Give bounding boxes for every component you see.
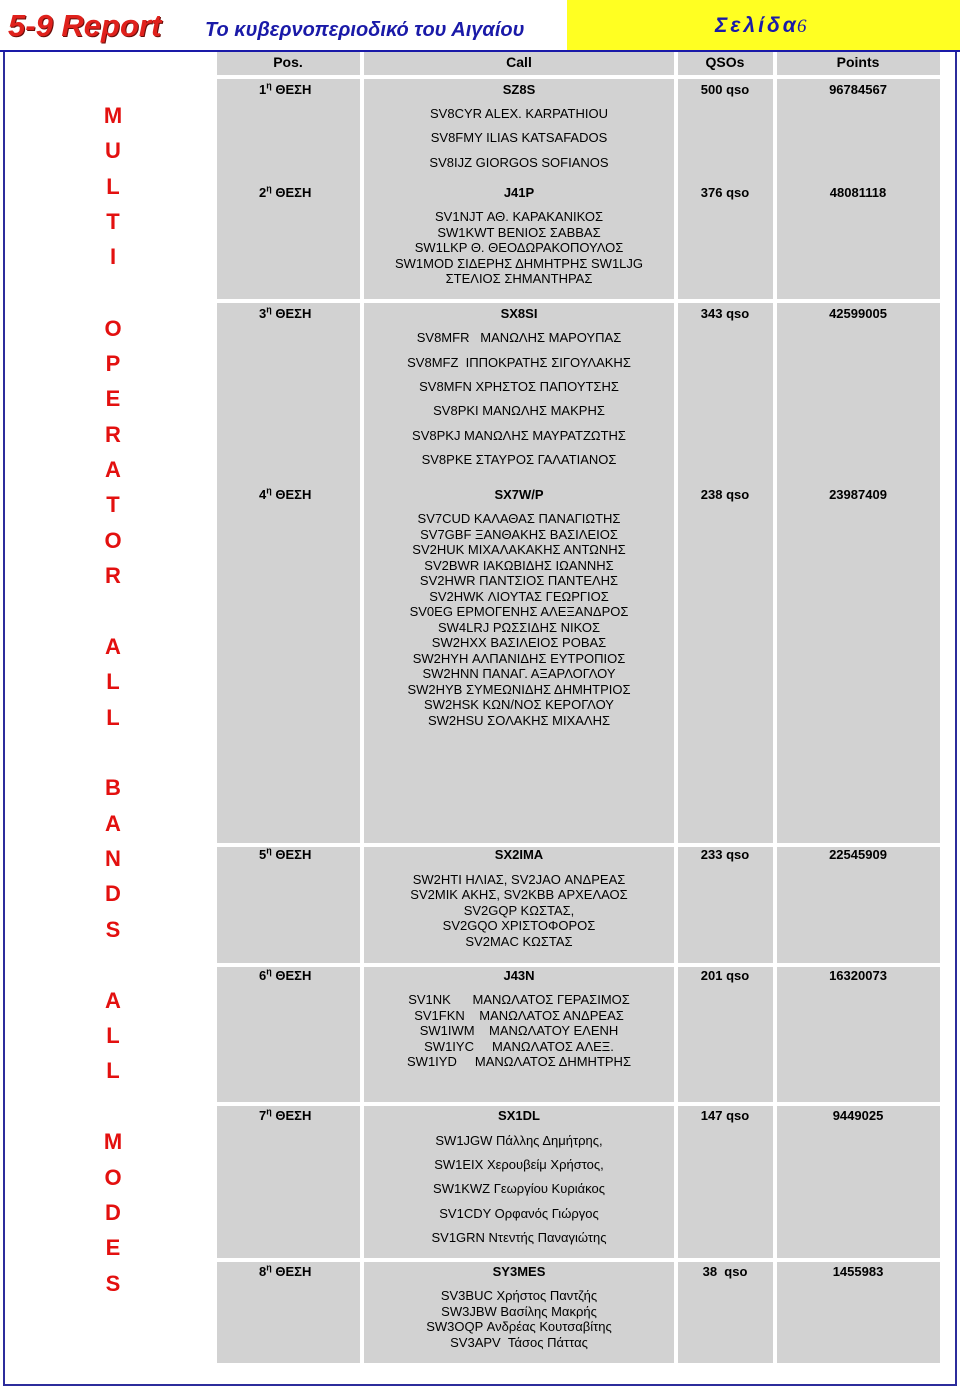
category-letter: P — [105, 351, 121, 376]
station-callsign: J41P — [503, 185, 535, 200]
operator-line: SW2HSK ΚΩΝ/ΝΟΣ ΚΕΡΟΓΛΟΥ — [424, 697, 614, 712]
operator-line: SV7GBF ΞΑΝΘΑΚΗΣ ΒΑΣΙΛΕΙΟΣ — [420, 527, 618, 542]
operator-line: SW1KWT ΒΕΝΙΟΣ ΣΑΒΒΑΣ — [437, 225, 601, 240]
section-bar-pos — [217, 1106, 360, 1258]
operator-line: SV7CUD ΚΑΛΑΘΑΣ ΠΑΝΑΓΙΩΤΗΣ — [417, 511, 621, 526]
category-letter: O — [104, 316, 122, 341]
page-indicator — [567, 0, 960, 50]
section-bar-points — [777, 967, 940, 1102]
category-letter: O — [104, 1165, 122, 1190]
magazine-tagline: Το κυβερνοπεριοδικό του Αιγαίου — [205, 19, 525, 41]
category-letter: L — [106, 174, 120, 199]
section-bar-points — [777, 1106, 940, 1258]
qso-count: 233 qso — [700, 847, 750, 862]
station-callsign: J43N — [503, 968, 535, 983]
operator-line: SV2GQP ΚΩΣΤΑΣ, — [463, 903, 575, 918]
operator-line: SW2HYB ΣΥΜΕΩΝΙΔΗΣ ΔΗΜΗΤΡΙΟΣ — [407, 682, 631, 697]
operator-line: SW2HXX ΒΑΣΙΛΕΙΟΣ ΡΟΒΑΣ — [431, 635, 607, 650]
operator-line: SV2MAC ΚΩΣΤΑΣ — [465, 934, 573, 949]
score-points: 48081118 — [829, 185, 887, 200]
operator-line: ΣΤΕΛΙΟΣ ΣΗΜΑΝΤΗΡΑΣ — [445, 271, 593, 286]
station-callsign: SZ8S — [502, 82, 536, 97]
section-bar-qsos — [678, 1106, 773, 1258]
operator-line: SW1IYC ΜΑΝΩΛΑΤΟΣ ΑΛΕΞ. — [424, 1039, 614, 1054]
category-letter: S — [105, 1271, 121, 1296]
operator-line: SV8MFN ΧΡΗΣΤΟΣ ΠΑΠΟΥΤΣΗΣ — [419, 379, 619, 394]
category-letter: E — [105, 386, 121, 411]
station-callsign: SX1DL — [498, 1108, 540, 1123]
section-bar-qsos — [678, 303, 773, 843]
section-bar-pos — [217, 303, 360, 843]
category-letter: L — [106, 1023, 120, 1048]
position-label: $2^\eta$ ΘΕΣΗ — [259, 183, 312, 200]
column-header-qsos: QSOs — [705, 54, 745, 70]
brand-logo: 5-9 Report — [8, 8, 162, 43]
operator-line: SW3OQP Ανδρέας Κουτσαβίτης — [426, 1319, 612, 1334]
category-letter: E — [105, 1235, 121, 1260]
qso-count: 343 qso — [700, 306, 750, 321]
operator-line: SW1LKP Θ. ΘΕΟΔΩΡΑΚΟΠΟΥΛΟΣ — [414, 240, 624, 255]
category-letter: A — [105, 811, 121, 836]
qso-count: 201 qso — [700, 968, 750, 983]
score-points: 1455983 — [832, 1264, 884, 1279]
position-label: $5^\eta$ ΘΕΣΗ — [259, 845, 312, 862]
operator-line: SV8CYR ALEX. KARPATHIOU — [430, 106, 608, 121]
section-bar-pos — [217, 847, 360, 963]
column-header-points: Points — [836, 54, 880, 70]
operator-line: SV8MFR ΜΑΝΩΛΗΣ ΜΑΡΟΥΠΑΣ — [416, 330, 622, 345]
operator-line: SW1KWZ Γεωργίου Κυριάκος — [433, 1181, 605, 1196]
category-letter: R — [105, 563, 121, 588]
category-letter: S — [105, 917, 121, 942]
operator-line: SV2MIK ΑΚΗΣ, SV2KBB ΑΡΧΕΛΑΟΣ — [410, 887, 628, 902]
score-points: 42599005 — [829, 306, 887, 321]
operator-line: SV3BUC Χρήστος Παντζής — [440, 1288, 598, 1303]
position-label: $6^\eta$ ΘΕΣΗ — [259, 966, 312, 983]
category-letter: D — [105, 881, 121, 906]
operator-line: SV8FMY ILIAS KATSAFADOS — [430, 130, 608, 145]
category-letter: L — [106, 669, 120, 694]
category-letter: L — [106, 1058, 120, 1083]
operator-line: SW2HSU ΣΟΛΑΚΗΣ ΜΙΧΑΛΗΣ — [427, 713, 611, 728]
operator-line: SV8PKI ΜΑΝΩΛΗΣ ΜΑΚΡΗΣ — [433, 403, 605, 418]
category-letter: U — [105, 138, 121, 163]
qso-count: 500 qso — [700, 82, 750, 97]
category-letter: I — [109, 244, 117, 269]
qso-count: 147 qso — [700, 1108, 750, 1123]
category-letter: D — [105, 1200, 121, 1225]
section-bar-qsos — [678, 847, 773, 963]
category-letter: A — [105, 634, 121, 659]
operator-line: SW3JBW Βασίλης Μακρής — [441, 1304, 597, 1319]
position-label: $8^\eta$ ΘΕΣΗ — [259, 1262, 312, 1279]
column-header-pos: Pos. — [273, 54, 303, 70]
position-label: $7^\eta$ ΘΕΣΗ — [259, 1106, 312, 1123]
category-letter: A — [105, 457, 121, 482]
operator-line: SW2HNN ΠΑΝΑΓ. ΑΞΑΡΛΟΓΛΟΥ — [422, 666, 616, 681]
operator-line: SV1CDY Ορφανός Γιώργος — [439, 1206, 599, 1221]
score-points: 16320073 — [829, 968, 887, 983]
score-points: 23987409 — [829, 487, 887, 502]
operator-line: SV2BWR ΙΑΚΩΒΙΔΗΣ ΙΩΑΝΝΗΣ — [424, 558, 614, 573]
page-number: 6 — [797, 16, 807, 37]
section-bar-qsos — [678, 967, 773, 1102]
qso-count: 238 qso — [700, 487, 750, 502]
operator-line: SW2HYH ΑΛΠΑΝΙΔΗΣ ΕΥΤΡΟΠΙΟΣ — [412, 651, 626, 666]
station-callsign: SX8SI — [500, 306, 538, 321]
score-points: 96784567 — [829, 82, 887, 97]
operator-line: SV1NK ΜΑΝΩΛΑΤΟΣ ΓΕΡΑΣΙΜΟΣ — [408, 992, 630, 1007]
operator-line: SW4LRJ ΡΩΣΣΙΔΗΣ ΝΙΚΟΣ — [437, 620, 601, 635]
operator-line: SV8PKE ΣΤΑΥΡΟΣ ΓΑΛΑΤΙΑΝΟΣ — [421, 452, 617, 467]
category-letter: R — [105, 422, 121, 447]
category-letter: M — [103, 1129, 123, 1154]
operator-line: SV2HWR ΠΑΝΤΣΙΟΣ ΠΑΝΤΕΛΗΣ — [419, 573, 619, 588]
category-letter: M — [103, 103, 123, 128]
station-callsign: SY3MES — [492, 1264, 546, 1279]
position-label: $1^\eta$ ΘΕΣΗ — [259, 80, 312, 97]
category-letter: T — [106, 492, 120, 517]
operator-line: SV2HWK ΛΙΟΥΤΑΣ ΓΕΩΡΓΙΟΣ — [429, 589, 609, 604]
masthead — [0, 0, 566, 50]
qso-count: 38 qso — [702, 1264, 748, 1279]
section-bar-pos — [217, 967, 360, 1102]
operator-line: SV1FKN ΜΑΝΩΛΑΤΟΣ ΑΝΔΡΕΑΣ — [414, 1008, 624, 1023]
category-letter: A — [105, 988, 121, 1013]
category-letter: T — [106, 209, 120, 234]
operator-line: SV8PKJ ΜΑΝΩΛΗΣ ΜΑΥΡΑΤΖΩΤΗΣ — [412, 428, 626, 443]
station-callsign: SX2IMA — [494, 847, 544, 862]
operator-line: SW1IWM ΜΑΝΩΛΑΤΟΥ ΕΛΕΝΗ — [419, 1023, 619, 1038]
qso-count: 376 qso — [700, 185, 750, 200]
operator-line: SV2HUK ΜΙΧΑΛΑΚΑΚΗΣ ΑΝΤΩΝΗΣ — [412, 542, 626, 557]
operator-line: SW1EIX Χερουβείμ Χρήστος, — [434, 1157, 604, 1172]
position-label: $3^\eta$ ΘΕΣΗ — [259, 304, 312, 321]
position-label: $4^\eta$ ΘΕΣΗ — [259, 485, 312, 502]
operator-line: SV8IJZ GIORGOS SOFIANOS — [429, 155, 609, 170]
station-callsign: SX7W/P — [494, 487, 544, 502]
section-bar-points — [777, 847, 940, 963]
category-letter: N — [105, 846, 121, 871]
operator-line: SW1IYD ΜΑΝΩΛΑΤΟΣ ΔΗΜΗΤΡΗΣ — [407, 1054, 631, 1069]
category-letter: B — [105, 775, 121, 800]
score-points: 22545909 — [829, 847, 887, 862]
section-bar-points — [777, 303, 940, 843]
page-label: Σελίδα — [715, 14, 799, 37]
operator-line: SW1MOD ΣΙΔΕΡΗΣ ΔΗΜΗΤΡΗΣ SW1LJG — [394, 256, 644, 271]
operator-line: SV1GRN Ντεντής Παναγιώτης — [431, 1230, 607, 1245]
category-letter: L — [106, 705, 120, 730]
operator-line: SV2GQO ΧΡΙΣΤΟΦΟΡΟΣ — [442, 918, 596, 933]
operator-line: SV8MFZ ΙΠΠΟΚΡΑΤΗΣ ΣΙΓΟΥΛΑΚΗΣ — [407, 355, 631, 370]
operator-line: SW1JGW Πάλλης Δημήτρης, — [435, 1133, 603, 1148]
operator-line: SV1NJT ΑΘ. ΚΑΡΑΚΑΝΙΚΟΣ — [435, 209, 603, 224]
operator-line: SV0EG ΕΡΜΟΓΕΝΗΣ ΑΛΕΞΑΝΔΡΟΣ — [409, 604, 629, 619]
category-letter: O — [104, 528, 122, 553]
column-header-call: Call — [506, 54, 532, 70]
score-points: 9449025 — [832, 1108, 884, 1123]
operator-line: SW2HTI ΗΛΙΑΣ, SV2JAO ΑΝΔΡΕΑΣ — [412, 872, 626, 887]
operator-line: SV3APV Τάσος Πάττας — [450, 1335, 588, 1350]
